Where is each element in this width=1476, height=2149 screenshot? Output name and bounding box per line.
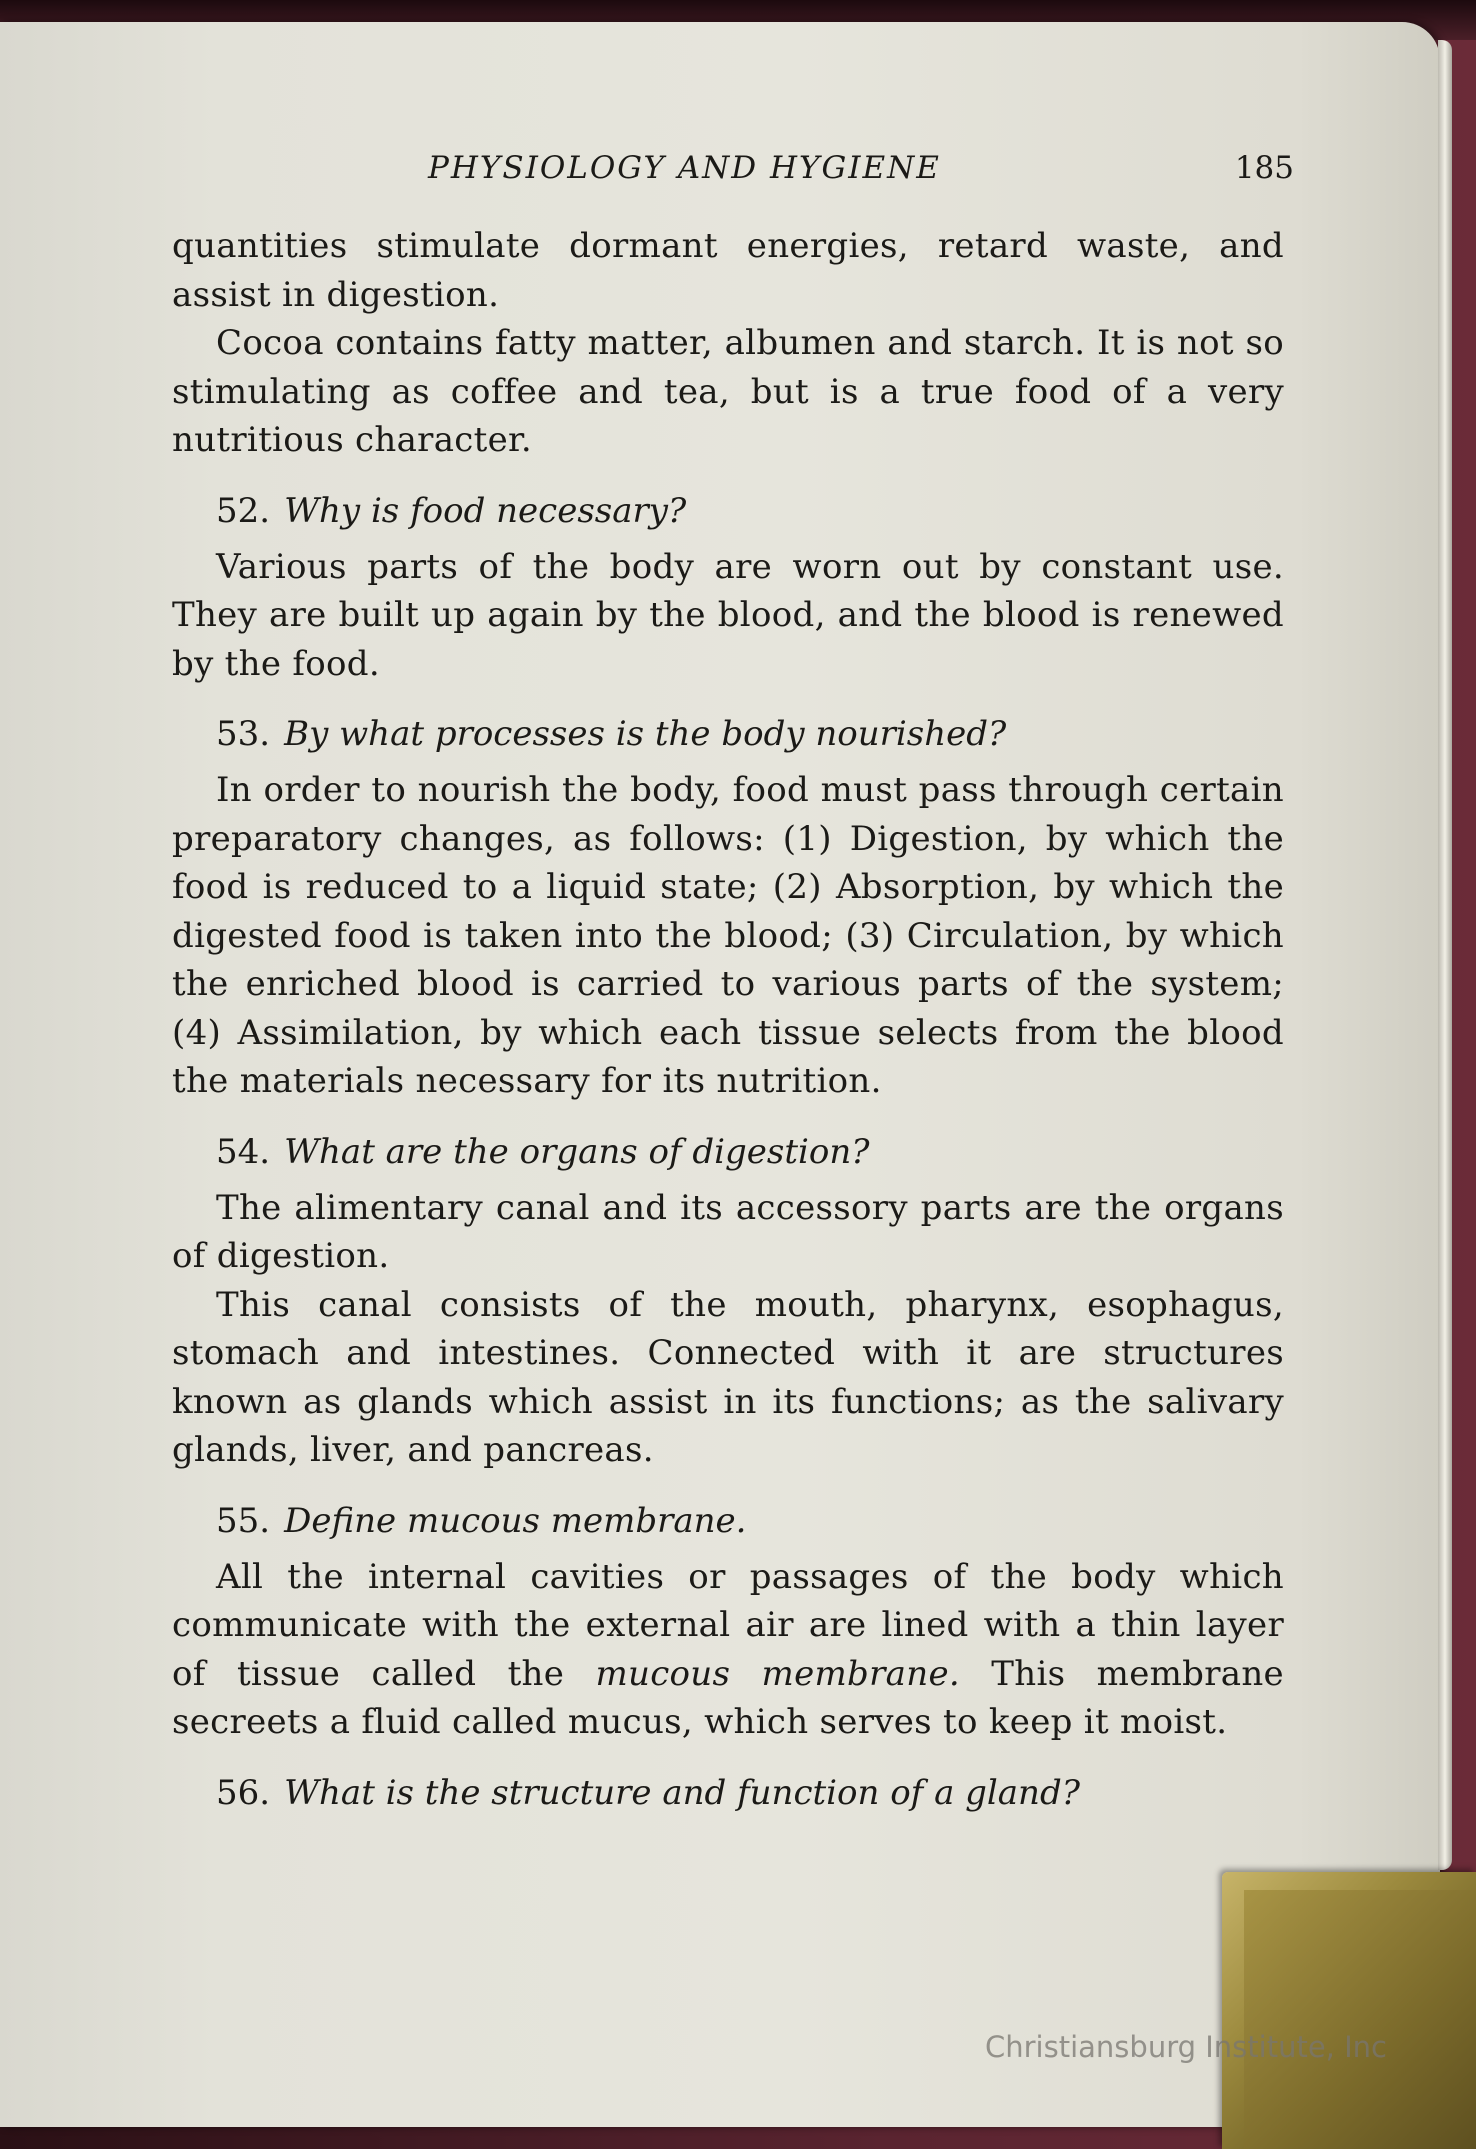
running-title: PHYSIOLOGY AND HYGIENE [428, 150, 941, 186]
answer-55 [172, 1553, 1284, 1747]
question-number: 53. [216, 714, 271, 754]
question-54 [216, 1128, 1284, 1176]
question-55 [216, 1497, 1284, 1545]
watermark: Christiansburg Institute, Inc [985, 2030, 1387, 2064]
question-text: What is the structure and function of a gland? [284, 1772, 1080, 1813]
brass-clip [1222, 1872, 1476, 2149]
question-56 [216, 1769, 1284, 1817]
question-text: Define mucous membrane. [284, 1500, 747, 1541]
page-header [172, 150, 1294, 204]
question-53 [216, 710, 1284, 758]
question-text: Why is food necessary? [284, 490, 687, 531]
page-number: 185 [1234, 150, 1294, 186]
question-number: 54. [216, 1131, 271, 1172]
answer-55-text-end: This membrane secreets a fluid called mucus, which serves to keep it moist. [172, 1653, 1284, 1742]
answer-53: In order to nourish the body, food must pass through certain preparatory changes, as follows: (1) Digestion, by which the food is reduced to a liquid state; (2) Absorption, by which the digested food is taken into the blood; (3) Circulation, by which the enriched blood is carried to various parts of the system; (4) Assimilation, by which each tissue selects from the blood the materials necessary for its nutrition. [172, 770, 1284, 1101]
answer-54-part-1: The alimentary canal and its accessory parts are the organs of digestion. [172, 1187, 1284, 1276]
answer-54-part-2: This canal consists of the mouth, pharynx, esophagus, stomach and intestines. Connected with it are structures known as glands which assist in its functions; as the salivary glands, liver, and pancreas. [172, 1284, 1284, 1470]
brass-clip-face [1244, 1890, 1476, 2149]
page-edge [1438, 40, 1452, 1870]
paragraph-cocoa: Cocoa contains fatty matter, albumen and starch. It is not so stimulating as coffee and tea, but is a true food of a very nutritious character. [172, 323, 1284, 460]
paragraph-continued: quantities stimulate dormant energies, retard waste, and assist in digestion. [172, 226, 1284, 315]
question-text: By what processes is the body nourished? [284, 714, 1007, 754]
question-text: What are the organs of digestion? [284, 1131, 870, 1172]
answer-52: Various parts of the body are worn out by constant use. They are built up again by the blood, and the blood is renewed by the food. [172, 546, 1284, 684]
question-number: 52. [216, 490, 271, 531]
answer-55-emphasis: mucous membrane. [595, 1653, 960, 1694]
question-number: 56. [216, 1772, 271, 1813]
page-text [172, 150, 1294, 1825]
question-number: 55. [216, 1500, 271, 1541]
answer-55-text: All the internal cavities or passages of the body which communicate with the external air are lined with a thin layer of tissue called the [172, 1556, 1284, 1694]
question-52 [216, 487, 1284, 535]
